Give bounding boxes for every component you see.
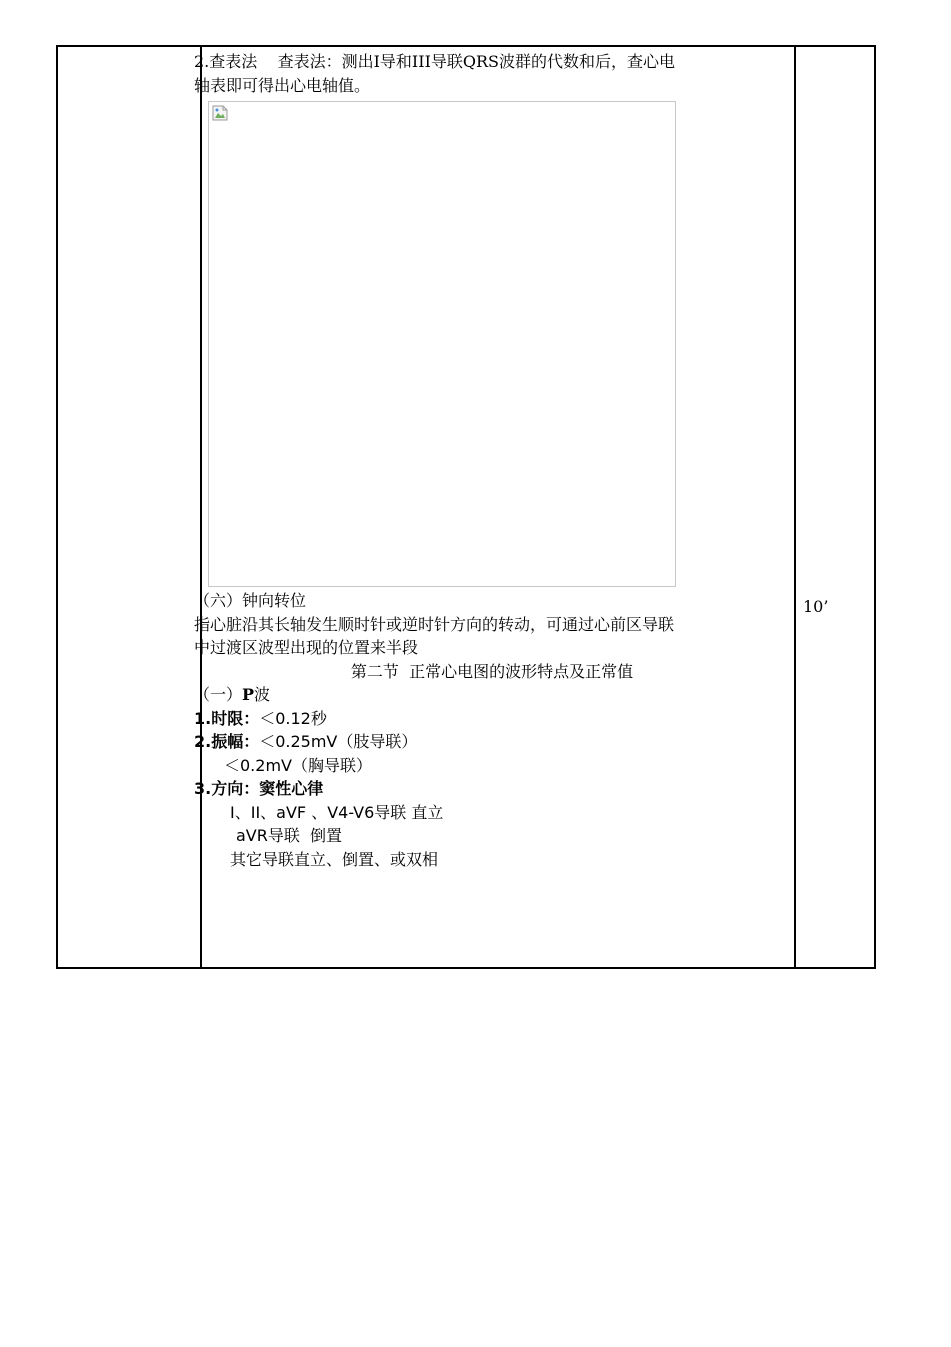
axis-table-image-placeholder [208,101,676,587]
heading-prefix: （一） [194,685,243,704]
direction-other: 其它导联直立、倒置、或双相 [230,849,439,869]
duration-item [194,707,790,731]
broken-image-icon [212,105,228,121]
amplitude-chest: ＜0.2mV（胸导联） [224,755,372,775]
method-line: 轴表即可得出心电轴值。 [194,75,371,95]
direction-item: 3.方向：窦性心律 [194,779,324,798]
column-divider [794,47,796,967]
direction-inverted: aVR导联 倒置 [236,826,343,845]
amplitude-item [194,730,790,754]
content-cell [194,50,790,871]
heading-suffix: 波 [254,685,271,704]
method-line: 2.查表法 查表法：测出I导和III导联QRS波群的代数和后，查心电 [194,52,676,71]
section-title: 第二节 正常心电图的波形特点及正常值 [350,661,634,681]
heading-bold: P [242,685,255,704]
time-allocation: 10’ [803,597,829,616]
item-label: 2.振幅： [194,732,260,751]
item-value: ＜0.12秒 [259,708,327,728]
direction-upright: I、II、aVF 、V4-V6导联 直立 [230,802,444,822]
item-label: 1.时限： [194,708,260,728]
item-value: ＜0.25mV（肢导联） [259,732,418,751]
paragraph: 指心脏沿其长轴发生顺时针或逆时针方向的转动，可通过心前区导联 [194,614,675,634]
p-wave-heading [194,683,790,707]
section-heading: （六）钟向转位 [194,591,307,610]
paragraph: 中过渡区波型出现的位置来半段 [194,638,419,657]
